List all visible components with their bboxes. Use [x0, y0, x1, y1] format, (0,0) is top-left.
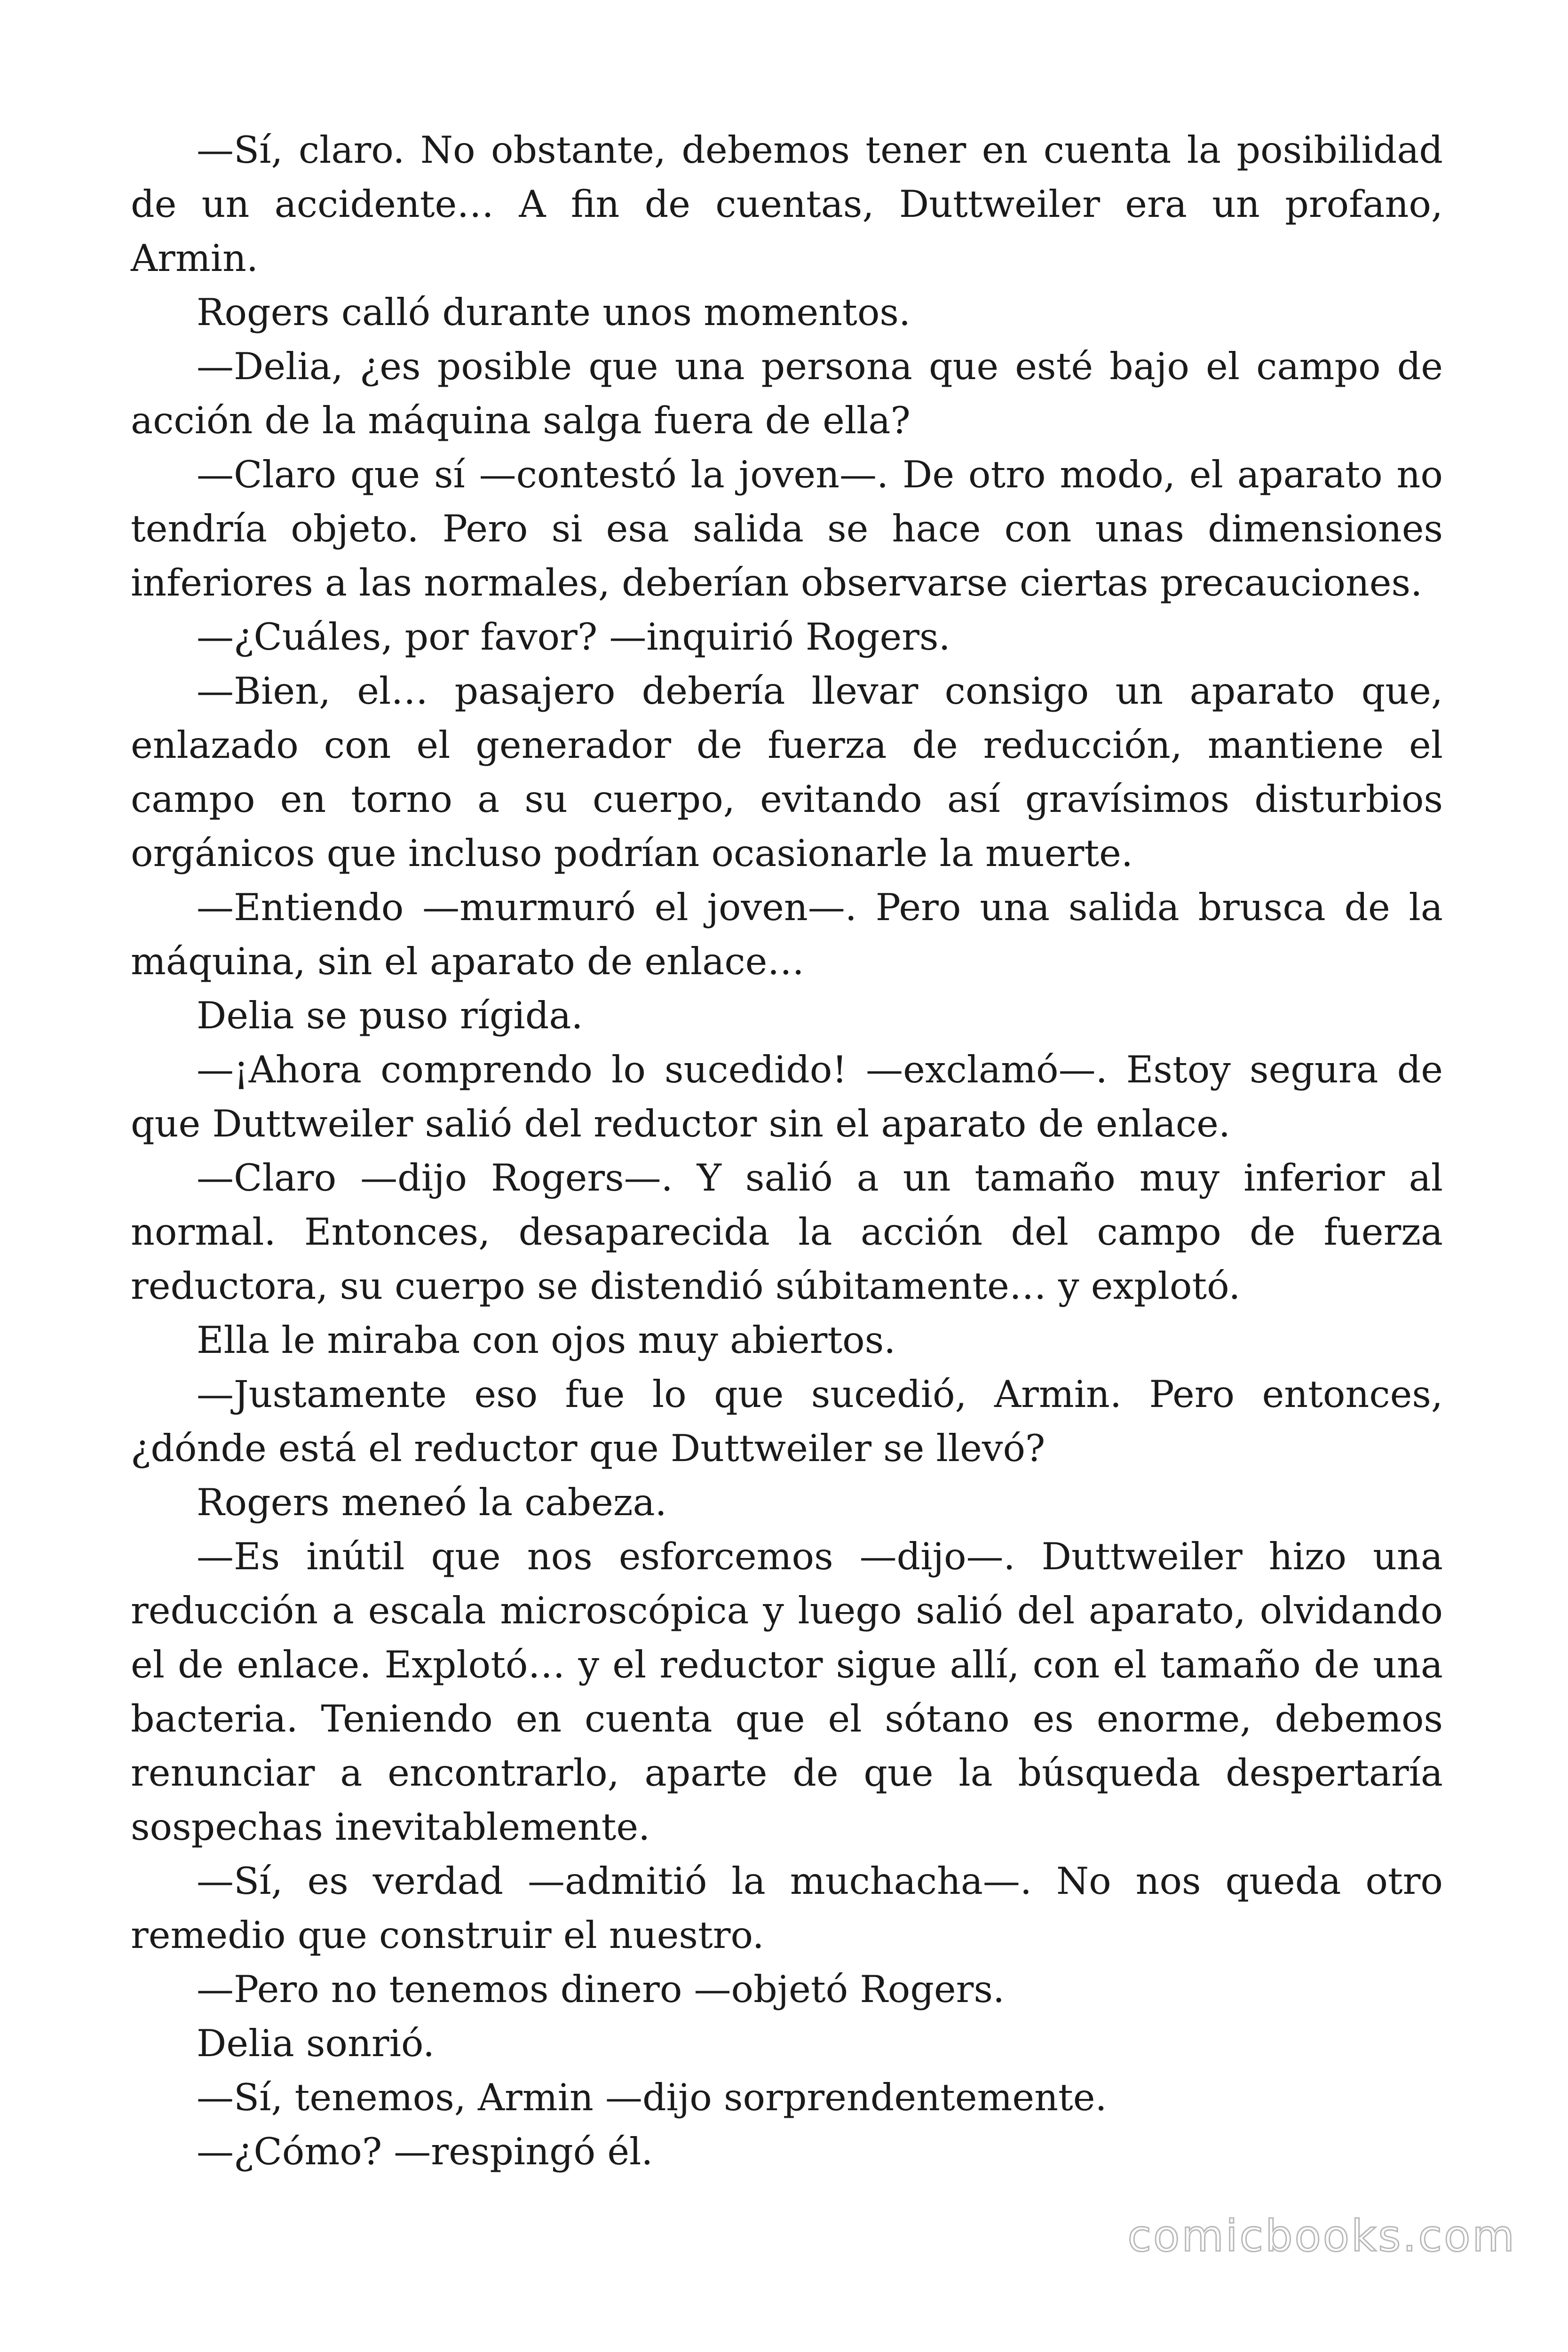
watermark: comicbooks.com	[1127, 2211, 1516, 2261]
paragraph-19: —¿Cómo? —respingó él.	[197, 2130, 653, 2173]
paragraph-7: —Entiendo —murmuró el joven—. Pero una salida brusca de la máquina, sin el aparato de enlace…	[131, 886, 1443, 983]
paragraph-10: —Claro —dijo Rogers—. Y salió a un tamaño muy inferior al normal. Entonces, desaparecida la acción del campo de fuerza reductora, su cuerpo se distendió súbitamente… y explotó.	[131, 1156, 1443, 1308]
paragraph-12: —Justamente eso fue lo que sucedió, Armin. Pero entonces, ¿dónde está el reductor que Duttweiler se llevó?	[131, 1373, 1443, 1470]
paragraph-1: —Sí, claro. No obstante, debemos tener en cuenta la posibilidad de un accidente… A fin de cuentas, Duttweiler era un profano, Armin.	[131, 128, 1443, 280]
paragraph-6: —Bien, el… pasajero debería llevar consigo un aparato que, enlazado con el generador de fuerza de reducción, mantiene el campo en torno a su cuerpo, evitando así gravísimos disturbios orgánicos que incluso podrían ocasionarle la muerte.	[131, 669, 1443, 875]
paragraph-13: Rogers meneó la cabeza.	[197, 1481, 667, 1524]
paragraph-9: —¡Ahora comprendo lo sucedido! —exclamó—. Estoy segura de que Duttweiler salió del reductor sin el aparato de enlace.	[131, 1048, 1443, 1145]
paragraph-15: —Sí, es verdad —admitió la muchacha—. No nos queda otro remedio que construir el nuestro.	[131, 1859, 1443, 1957]
paragraph-3: —Delia, ¿es posible que una persona que esté bajo el campo de acción de la máquina salga fuera de ella?	[131, 345, 1443, 442]
page-text	[131, 123, 1443, 2179]
paragraph-18: —Sí, tenemos, Armin —dijo sorprendentemente.	[197, 2076, 1107, 2119]
paragraph-16: —Pero no tenemos dinero —objetó Rogers.	[197, 1968, 1005, 2011]
paragraph-4: —Claro que sí —contestó la joven—. De otro modo, el aparato no tendría objeto. Pero si esa salida se hace con unas dimensiones inferiores a las normales, deberían observarse ciertas precauciones.	[131, 453, 1443, 604]
paragraph-14: —Es inútil que nos esforcemos —dijo—. Duttweiler hizo una reducción a escala microscópica y luego salió del aparato, olvidando el de enlace. Explotó… y el reductor sigue allí, con el tamaño de una bacteria. Teniendo en cuenta que el sótano es enorme, debemos renunciar a encontrarlo, aparte de que la búsqueda despertaría sospechas inevitablemente.	[131, 1535, 1443, 1849]
paragraph-5: —¿Cuáles, por favor? —inquirió Rogers.	[197, 615, 950, 659]
paragraph-17: Delia sonrió.	[197, 2022, 435, 2065]
paragraph-8: Delia se puso rígida.	[197, 994, 583, 1037]
paragraph-11: Ella le miraba con ojos muy abiertos.	[197, 1319, 896, 1362]
paragraph-2: Rogers calló durante unos momentos.	[197, 291, 911, 334]
